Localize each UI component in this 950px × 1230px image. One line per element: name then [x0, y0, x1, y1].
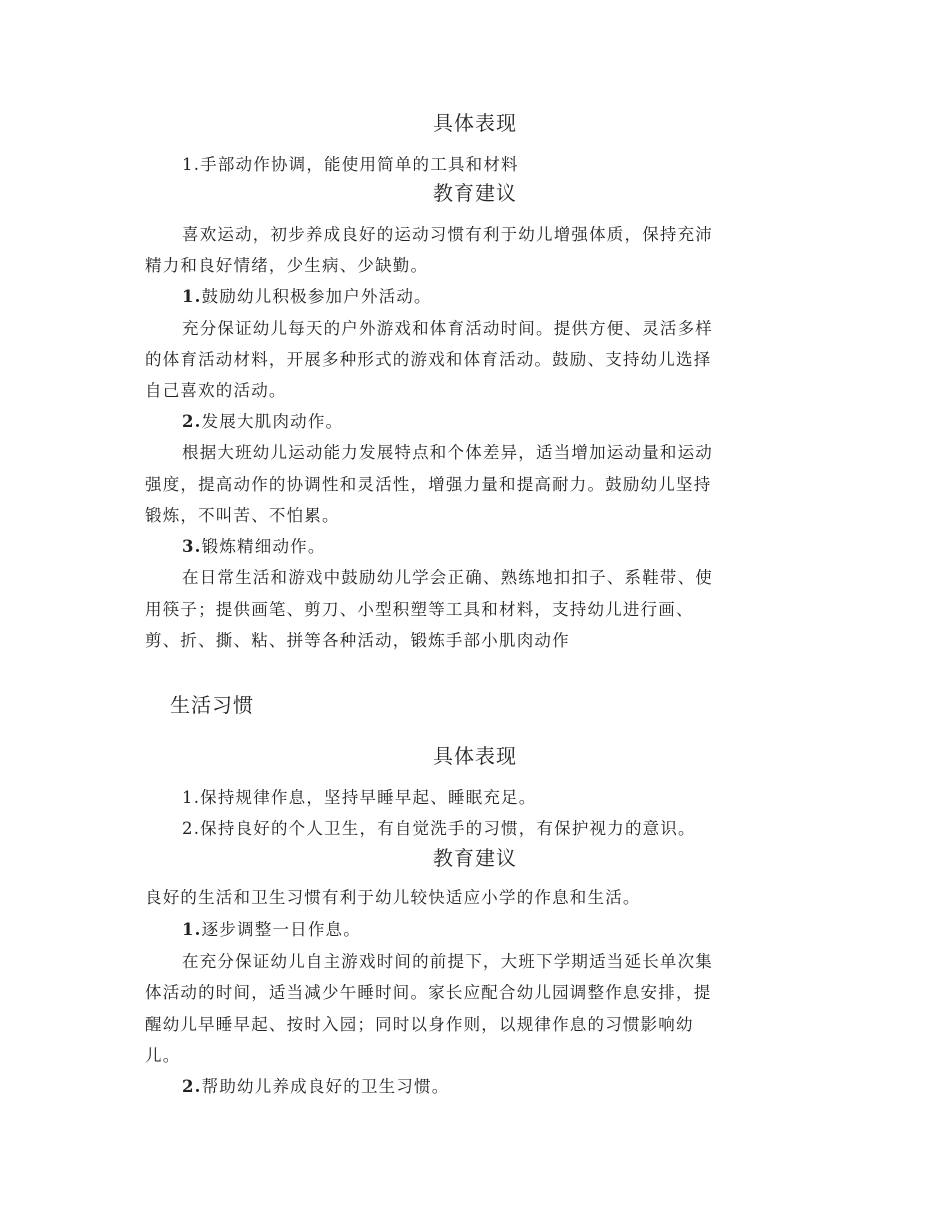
paragraph-line: 的体育活动材料，开展多种形式的游戏和体育活动。鼓励、支持幼儿选择 [145, 350, 712, 369]
performance-item: 2.保持良好的个人卫生，有自觉洗手的习惯，有保护视力的意识。 [182, 819, 696, 838]
performance-item: 1.手部动作协调，能使用简单的工具和材料 [182, 155, 519, 174]
point-number: 2. [182, 1077, 202, 1096]
paragraph-line: 自己喜欢的活动。 [145, 381, 287, 400]
paragraph-line: 充分保证幼儿每天的户外游戏和体育活动时间。提供方便、灵活多样 [182, 319, 713, 338]
heading-performance: 具体表现 [433, 744, 517, 768]
paragraph-line: 在日常生活和游戏中鼓励幼儿学会正确、熟练地扣扣子、系鞋带、使 [182, 568, 713, 587]
point-text: 鼓励幼儿积极参加户外活动。 [201, 287, 432, 306]
paragraph-line: 醒幼儿早睡早起、按时入园；同时以身作则，以规律作息的习惯影响幼 [145, 1015, 694, 1034]
point-title [182, 1075, 449, 1099]
section-title: 生活习惯 [170, 693, 254, 717]
intro-line: 喜欢运动，初步养成良好的运动习惯有利于幼儿增强体质，保持充沛 [182, 225, 713, 244]
point-number: 1. [182, 920, 202, 939]
point-title [182, 285, 432, 309]
point-text: 帮助幼儿养成良好的卫生习惯。 [201, 1077, 450, 1096]
heading-suggestion: 教育建议 [433, 846, 517, 870]
paragraph-line: 用筷子；提供画笔、剪刀、小型积塑等工具和材料，支持幼儿进行画、 [145, 600, 694, 619]
point-text: 锻炼精细动作。 [201, 537, 326, 556]
heading-performance: 具体表现 [433, 111, 517, 135]
point-title [182, 410, 343, 434]
point-number: 2. [182, 412, 202, 431]
paragraph-line: 剪、折、撕、粘、拼等各种活动，锻炼手部小肌肉动作 [145, 631, 570, 650]
intro-line: 良好的生活和卫生习惯有利于幼儿较快适应小学的作息和生活。 [145, 888, 641, 907]
heading-suggestion: 教育建议 [433, 181, 517, 205]
paragraph-line: 儿。 [145, 1046, 181, 1065]
point-number: 1. [182, 287, 202, 306]
paragraph-line: 根据大班幼儿运动能力发展特点和个体差异，适当增加运动量和运动 [182, 443, 713, 462]
point-title [182, 535, 326, 559]
performance-item: 1.保持规律作息，坚持早睡早起、睡眠充足。 [182, 788, 537, 807]
point-number: 3. [182, 537, 202, 556]
paragraph-line: 在充分保证幼儿自主游戏时间的前提下，大班下学期适当延长单次集 [182, 952, 713, 971]
point-title [182, 918, 361, 942]
point-text: 发展大肌肉动作。 [201, 412, 344, 431]
paragraph-line: 体活动的时间，适当减少午睡时间。家长应配合幼儿园调整作息安排，提 [145, 983, 712, 1002]
paragraph-line: 强度，提高动作的协调性和灵活性，增强力量和提高耐力。鼓励幼儿坚持 [145, 475, 712, 494]
paragraph-line: 锻炼，不叫苦、不怕累。 [145, 506, 340, 525]
point-text: 逐步调整一日作息。 [201, 920, 361, 939]
intro-line: 精力和良好情绪，少生病、少缺勤。 [145, 256, 429, 275]
